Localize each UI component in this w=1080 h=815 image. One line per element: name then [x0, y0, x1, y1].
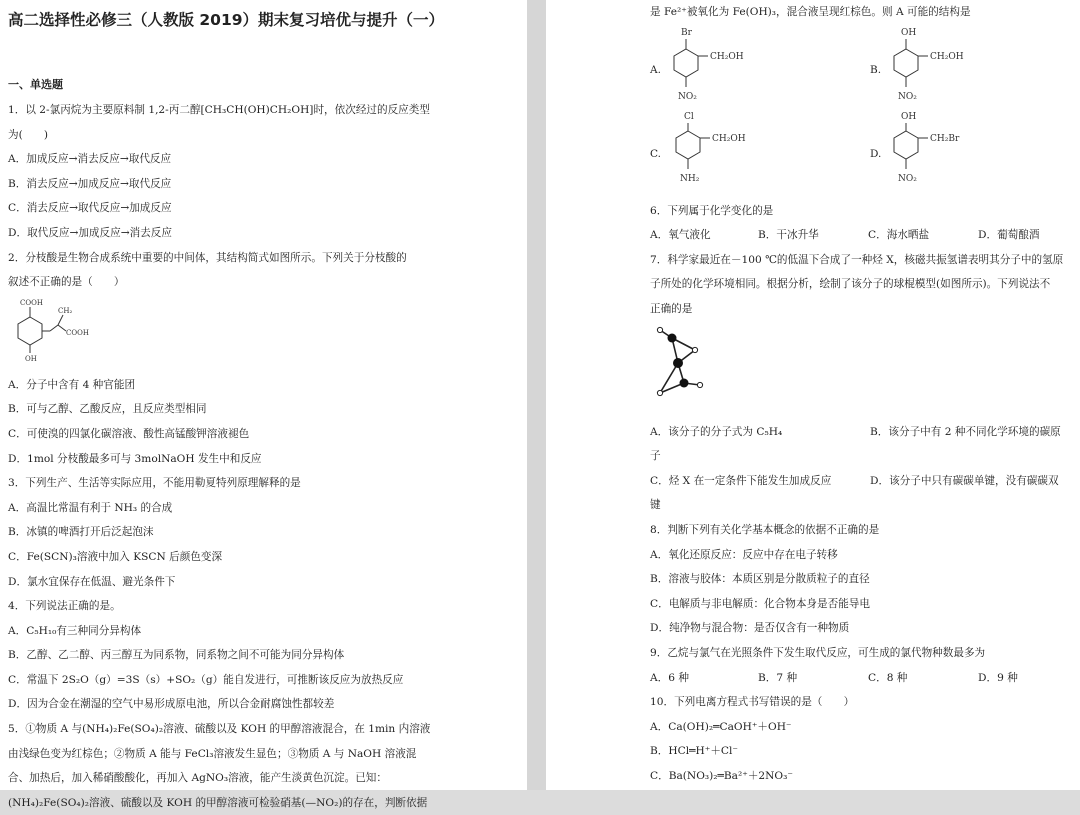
q5-a-bottom: NO₂ — [678, 91, 697, 102]
page-separator — [527, 0, 546, 790]
q5-d-bottom: NO₂ — [898, 173, 917, 184]
q5-d-side: CH₂Br — [930, 133, 960, 144]
q7-stem-line2: 子所处的化学环境相同。根据分析，绘制了该分子的球棍模型(如图所示)。下列说法不 — [650, 278, 1051, 291]
q6-option-c: C．海水晒盐 — [868, 229, 930, 242]
q5-option-c-label: C. — [650, 147, 661, 160]
q5-a-side: CH₂OH — [710, 51, 744, 62]
q6-option-a: A．氧气液化 — [650, 229, 711, 242]
document-title: 高二选择性必修三（人教版 2019）期末复习培优与提升（一） — [8, 11, 445, 29]
struct-label-ch2: CH₂ — [58, 306, 73, 315]
q5-d-top: OH — [901, 111, 917, 122]
q9-option-c: C．8 种 — [868, 671, 908, 684]
q5-c-top: Cl — [684, 111, 694, 122]
q5-a-top: Br — [681, 27, 692, 38]
q1-stem-line1: 1．以 2-氯丙烷为主要原料制 1,2-丙二醇[CH₃CH(OH)CH₂OH]时，依次经过的反应类型 — [8, 104, 430, 116]
q7-option-b: B．该分子中有 2 种不同化学环境的碳原 — [870, 425, 1061, 438]
q8-option-a: A．氧化还原反应：反应中存在电子转移 — [650, 548, 838, 561]
q5-stem-line4: (NH₄)₂Fe(SO₄)₂溶液、硫酸以及 KOH 的甲醇溶液可检验硝基(—NO₂)的存在，判断依据 — [8, 796, 428, 809]
chorismic-acid-structure — [8, 295, 517, 373]
q4-option-b: B．乙醇、乙二醇、丙三醇互为同系物，同系物之间不可能为同分异构体 — [8, 649, 345, 662]
q7-options-cd — [650, 469, 1072, 494]
q10-option-c: C．Ba(NO₃)₂═Ba²⁺＋2NO₃⁻ — [650, 769, 793, 782]
q7-option-c: C．烃 X 在一定条件下能发生加成反应 — [650, 474, 832, 487]
q1-option-a: A．加成反应→消去反应→取代反应 — [8, 153, 172, 166]
struct-label-oh: OH — [25, 354, 37, 363]
q7-stem-line1: 7．科学家最近在－100 ℃的低温下合成了一种烃 X，核磁共振氢谱表明其分子中的氢原 — [650, 253, 1064, 266]
q2-option-c: C．可使溴的四氯化碳溶液、酸性高锰酸钾溶液褪色 — [8, 427, 250, 440]
q8-option-d: D．纯净物与混合物：是否仅含有一种物质 — [650, 622, 850, 635]
q7-option-b-cont: 子 — [650, 450, 661, 463]
q1-option-b: B．消去反应→加成反应→取代反应 — [8, 177, 172, 190]
q9-option-b: B．7 种 — [758, 671, 798, 684]
q1-stem-line2: 为( ) — [8, 128, 49, 141]
q2-stem-line2: 叙述不正确的是（ ） — [8, 276, 125, 289]
q5-stem-line2: 由浅绿色变为红棕色；②物质 A 能与 FeCl₃溶液发生显色；③物质 A 与 NaOH 溶液混 — [8, 747, 417, 760]
q2-stem-line1: 2．分枝酸是生物合成系统中重要的中间体，其结构简式如图所示。下列关于分枝酸的 — [8, 251, 407, 264]
q6-options — [650, 223, 1072, 248]
q8-option-b: B．溶液与胶体：本质区别是分散质粒子的直径 — [650, 573, 870, 586]
q9-option-d: D．9 种 — [978, 671, 1018, 684]
q5-b-top: OH — [901, 27, 917, 38]
q5-stem-continued: 是 Fe²⁺被氧化为 Fe(OH)₃，混合液呈现红棕色。则 A 可能的结构是 — [650, 6, 971, 18]
q5-b-side: CH₂OH — [930, 51, 964, 62]
q5-stem-line1: 5．①物质 A 与(NH₄)₂Fe(SO₄)₂溶液、硫酸以及 KOH 的甲醇溶液混合，在 1min 内溶液 — [8, 723, 431, 736]
q3-option-d: D．氯水宜保存在低温、避光条件下 — [8, 575, 176, 588]
section-heading: 一、单选题 — [8, 78, 63, 91]
q7-option-d-cont: 键 — [650, 499, 661, 512]
q2-option-b: B．可与乙醇、乙酸反应，且反应类型相同 — [8, 403, 207, 416]
q5-option-a-label: A. — [650, 63, 661, 76]
q4-stem: 4．下列说法正确的是。 — [8, 600, 121, 613]
q5-options-row-cd — [650, 113, 1072, 199]
q5-c-side: CH₂OH — [712, 133, 746, 144]
q10-option-a: A．Ca(OH)₂═CaOH⁺＋OH⁻ — [650, 720, 792, 733]
q4-option-d: D．因为合金在潮湿的空气中易形成原电池，所以合金耐腐蚀性都较差 — [8, 698, 335, 711]
q9-stem: 9．乙烷与氯气在光照条件下发生取代反应，可生成的氯代物种数最多为 — [650, 646, 986, 659]
q4-option-c: C．常温下 2S₂O（g）=3S（s）+SO₂（g）能自发进行，可推断该反应为放热反应 — [8, 673, 404, 686]
q7-stem-line3: 正确的是 — [650, 302, 693, 315]
q10-stem: 10．下列电离方程式书写错误的是（ ） — [650, 696, 855, 709]
q6-stem: 6．下列属于化学变化的是 — [650, 204, 774, 217]
q5-stem-line3: 合、加热后，加入稀硝酸酸化，再加入 AgNO₃溶液，能产生淡黄色沉淀。已知： — [8, 772, 387, 785]
q8-stem: 8．判断下列有关化学基本概念的依据不正确的是 — [650, 523, 880, 536]
struct-label-cooh-top: COOH — [20, 298, 43, 307]
q7-options-ab — [650, 420, 1072, 445]
q3-option-b: B．冰镇的啤酒打开后泛起泡沫 — [8, 526, 154, 539]
q10-option-b: B．HCl═H⁺＋Cl⁻ — [650, 745, 738, 758]
q2-option-d: D．1mol 分枝酸最多可与 3molNaOH 发生中和反应 — [8, 452, 262, 465]
q9-options — [650, 666, 1072, 691]
q4-option-a: A．C₅H₁₀有三种同分异构体 — [8, 624, 142, 637]
q8-option-c: C．电解质与非电解质：化合物本身是否能导电 — [650, 597, 870, 610]
q3-stem: 3．下列生产、生活等实际应用，不能用勒夏特列原理解释的是 — [8, 477, 301, 490]
q5-options-row-ab — [650, 25, 1072, 113]
q7-option-d: D．该分子中只有碳碳单键，没有碳碳双 — [870, 474, 1059, 487]
q6-option-b: B．干冰升华 — [758, 229, 819, 242]
q5-b-bottom: NO₂ — [898, 91, 917, 102]
ball-stick-model — [650, 322, 1072, 420]
q3-option-a: A．高温比常温有利于 NH₃ 的合成 — [8, 501, 173, 514]
document-page-right — [546, 0, 1080, 790]
q2-option-a: A．分子中含有 4 种官能团 — [8, 378, 136, 391]
q5-c-bottom: NH₂ — [680, 173, 700, 184]
struct-label-cooh-side: COOH — [66, 328, 89, 337]
q6-option-d: D．葡萄酿酒 — [978, 229, 1040, 242]
document-page-left — [0, 0, 527, 809]
q9-option-a: A．6 种 — [650, 671, 689, 684]
q1-option-c: C．消去反应→取代反应→加成反应 — [8, 202, 172, 215]
q3-option-c: C．Fe(SCN)₃溶液中加入 KSCN 后颜色变深 — [8, 550, 223, 563]
q1-option-d: D．取代反应→加成反应→消去反应 — [8, 226, 172, 239]
q5-option-d-label: D. — [870, 147, 882, 160]
q5-option-b-label: B. — [870, 63, 882, 76]
q7-option-a: A．该分子的分子式为 C₅H₄ — [650, 425, 783, 438]
